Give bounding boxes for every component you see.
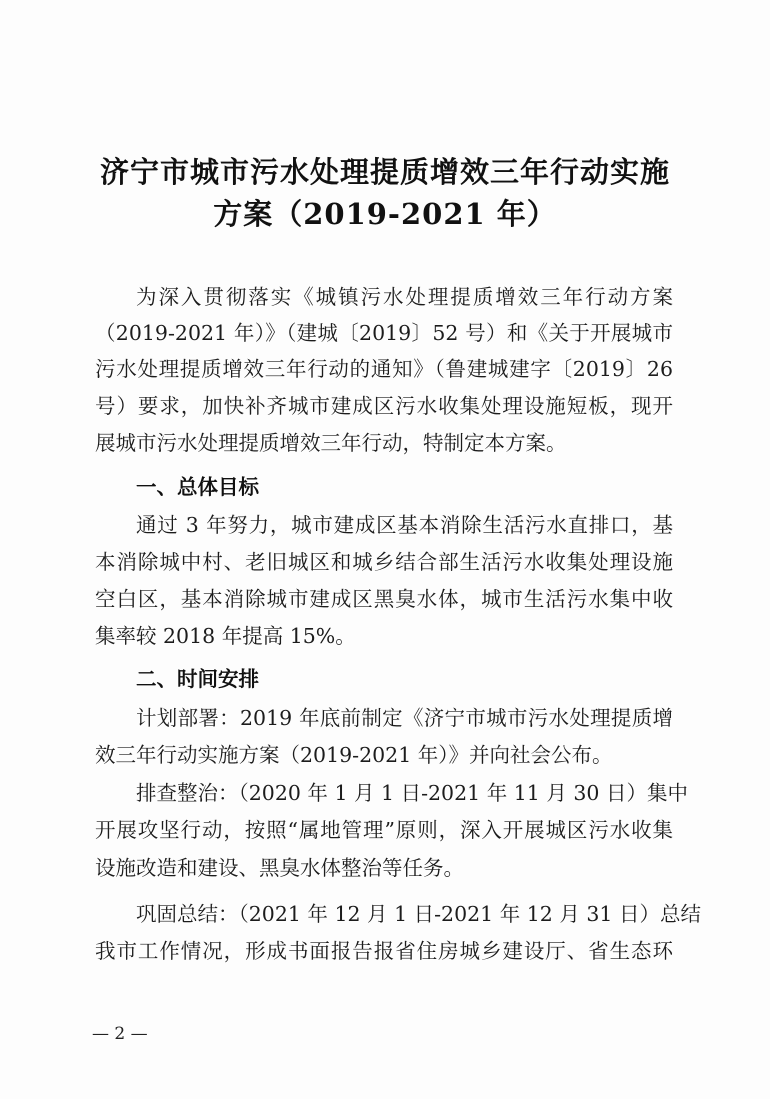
plan-line-2: 效三年行动实施方案（2019-2021 年）》并向社会公布。 <box>95 743 613 767</box>
goals-line-2: 本消除城中村、老旧城区和城乡结合部生活污水收集处理设施 <box>95 550 673 574</box>
summary-line-1: 巩固总结：（2021 年 12 月 1 日-2021 年 12 月 31 日）总结 <box>136 902 701 926</box>
rectify-line-2: 开展攻坚行动，按照“属地管理”原则，深入开展城区污水收集 <box>95 818 673 842</box>
document-title-line-2: 方案（2019-2021 年） <box>213 197 557 231</box>
goals-line-3: 空白区，基本消除城市建成区黑臭水体，城市生活污水集中收 <box>95 587 673 611</box>
intro-line-4: 号）要求，加快补齐城市建成区污水收集处理设施短板，现开 <box>95 394 673 418</box>
intro-line-5: 展城市污水处理提质增效三年行动，特制定本方案。 <box>95 431 567 455</box>
goals-line-1: 通过 3 年努力，城市建成区基本消除生活污水直排口，基 <box>136 513 673 537</box>
rectify-line-1: 排查整治：（2020 年 1 月 1 日-2021 年 11 月 30 日）集中 <box>136 781 688 805</box>
page-number: — 2 — <box>92 1024 148 1044</box>
section-heading-schedule: 二、时间安排 <box>136 667 259 691</box>
intro-line-1: 为深入贯彻落实《城镇污水处理提质增效三年行动方案 <box>136 285 673 309</box>
document-title-line-1: 济宁市城市污水处理提质增效三年行动实施 <box>99 155 670 189</box>
goals-line-4: 集率较 2018 年提高 15%。 <box>95 624 356 648</box>
summary-line-2: 我市工作情况，形成书面报告报省住房城乡建设厅、省生态环 <box>95 939 673 963</box>
intro-line-3: 污水处理提质增效三年行动的通知》（鲁建城建字〔2019〕26 <box>95 357 673 381</box>
rectify-line-3: 设施改造和建设、黑臭水体整治等任务。 <box>95 856 464 880</box>
plan-line-1: 计划部署：2019 年底前制定《济宁市城市污水处理提质增 <box>136 706 673 730</box>
intro-line-2: （2019-2021 年）》（建城〔2019〕52 号）和《关于开展城市 <box>95 321 673 345</box>
section-heading-goals: 一、总体目标 <box>136 475 259 499</box>
